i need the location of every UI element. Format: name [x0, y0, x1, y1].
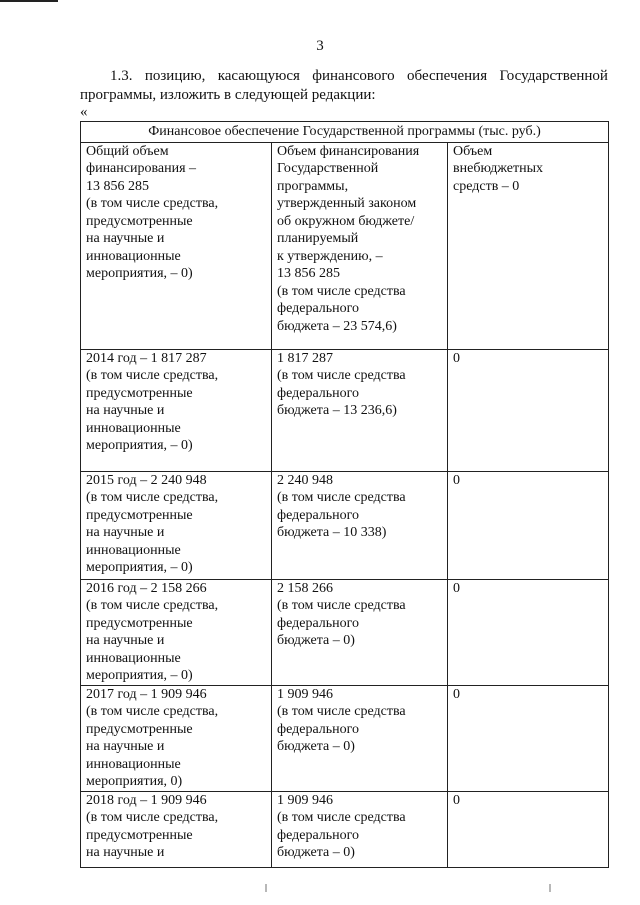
cell-text-line: (в том числе средства [277, 283, 406, 299]
cell-text-line: на научные и [86, 739, 165, 754]
cell-text-line: 0 [453, 350, 460, 366]
scan-mark [265, 884, 267, 892]
cell-text-line: 2018 год – 1 909 946 [86, 792, 207, 808]
intro-word: 1.3. [110, 68, 133, 84]
cell-text-line: бюджета – 10 338) [277, 525, 387, 540]
cell-text-line: предусмотренные [86, 721, 193, 737]
cell-text-line: (в том числе средства, [86, 810, 219, 825]
header-rule [0, 0, 58, 2]
cell-text-line: Государственной [277, 161, 379, 176]
cell-text-line: 1 817 287 [277, 350, 333, 366]
cell-text-line: федерального [277, 721, 360, 737]
cell-text-line: мероприятия, 0) [86, 774, 183, 789]
cell-text-line: Объем [453, 143, 493, 159]
cell-text-line: инновационные [86, 420, 181, 436]
amount-total-cell [81, 142, 272, 349]
program-budget-cell [272, 685, 448, 791]
opening-quote: « [80, 104, 88, 120]
cell-text-line: бюджета – 0) [277, 739, 355, 754]
cell-text-line: к утверждению, – [277, 248, 383, 264]
extrabudget-cell [448, 349, 609, 471]
financing-table [80, 121, 609, 868]
cell-text-line: федерального [277, 615, 360, 631]
cell-text-line: (в том числе средства, [86, 196, 219, 211]
amount-total-cell [81, 791, 272, 867]
cell-text-line: 2 158 266 [277, 580, 333, 596]
program-budget-cell [272, 471, 448, 579]
cell-text-line: (в том числе средства, [86, 490, 219, 505]
cell-text-line: федерального [277, 385, 360, 401]
scan-mark [549, 884, 551, 892]
table-title: Финансовое обеспечение Государственной программы (тыс. руб.) [81, 122, 609, 143]
intro-line-1 [80, 67, 608, 86]
extrabudget-cell [448, 685, 609, 791]
program-budget-cell [272, 349, 448, 471]
cell-text-line: инновационные [86, 542, 181, 558]
extrabudget-cell [448, 142, 609, 349]
cell-text-line: предусмотренные [86, 213, 193, 229]
table-row [81, 685, 609, 791]
amount-total-cell [81, 579, 272, 685]
program-budget-cell [272, 142, 448, 349]
cell-text-line: бюджета – 13 236,6) [277, 403, 397, 418]
page-number: 3 [316, 38, 324, 54]
table-row [81, 349, 609, 471]
cell-text-line: внебюджетных [453, 161, 544, 176]
cell-text-line: об окружном бюджете/ [277, 213, 415, 229]
cell-text-line: 13 856 285 [86, 178, 149, 194]
cell-text-line: предусмотренные [86, 615, 193, 631]
cell-text-line: 0 [453, 686, 460, 702]
cell-text-line: предусмотренные [86, 827, 193, 843]
cell-text-line: (в том числе средства, [86, 704, 219, 719]
intro-word: позицию, [144, 68, 206, 84]
cell-text-line: 1 909 946 [277, 792, 333, 808]
table-row [81, 471, 609, 579]
cell-text-line: планируемый [277, 231, 359, 246]
cell-text-line: 2017 год – 1 909 946 [86, 686, 207, 702]
cell-text-line: 2016 год – 2 158 266 [86, 580, 207, 596]
table-row [81, 579, 609, 685]
cell-text-line: утвержденный законом [277, 196, 417, 211]
cell-text-line: 0 [453, 472, 460, 488]
program-budget-cell [272, 579, 448, 685]
cell-text-line: (в том числе средства [277, 704, 406, 719]
cell-text-line: на научные и [86, 525, 165, 540]
amount-total-cell [81, 349, 272, 471]
cell-text-line: 2015 год – 2 240 948 [86, 472, 207, 488]
cell-text-line: на научные и [86, 231, 165, 246]
cell-text-line: мероприятия, – 0) [86, 266, 193, 281]
intro-word: касающуюся [217, 68, 300, 84]
cell-text-line: Объем финансирования [277, 143, 420, 159]
cell-text-line: предусмотренные [86, 507, 193, 523]
cell-text-line: мероприятия, – 0) [86, 438, 193, 453]
cell-text-line: федерального [277, 507, 360, 523]
cell-text-line: 13 856 285 [277, 266, 340, 281]
cell-text-line: 2 240 948 [277, 472, 333, 488]
extrabudget-cell [448, 471, 609, 579]
cell-text-line: инновационные [86, 248, 181, 264]
cell-text-line: 1 909 946 [277, 686, 333, 702]
extrabudget-cell [448, 791, 609, 867]
cell-text-line: предусмотренные [86, 385, 193, 401]
table-title-row [81, 122, 609, 143]
cell-text-line: 0 [453, 580, 460, 596]
cell-text-line: на научные и [86, 633, 165, 648]
cell-text-line: (в том числе средства, [86, 598, 219, 613]
program-budget-cell [272, 791, 448, 867]
cell-text-line: (в том числе средства [277, 598, 406, 613]
cell-text-line: (в том числе средства [277, 368, 406, 383]
table-row [81, 142, 609, 349]
cell-text-line: 2014 год – 1 817 287 [86, 350, 207, 366]
cell-text-line: 0 [453, 792, 460, 808]
cell-text-line: (в том числе средства, [86, 368, 219, 383]
cell-text-line: финансирования – [86, 161, 197, 176]
intro-paragraph [80, 67, 608, 105]
intro-word: Государственной [499, 68, 608, 84]
cell-text-line: на научные и [86, 403, 165, 418]
cell-text-line: программы, [277, 178, 349, 194]
cell-text-line: средств – 0 [453, 178, 520, 194]
intro-word: финансового [312, 68, 395, 84]
cell-text-line: федерального [277, 827, 360, 843]
cell-text-line: (в том числе средства [277, 490, 406, 505]
intro-word: обеспечения [407, 68, 488, 84]
cell-text-line: бюджета – 0) [277, 845, 355, 860]
amount-total-cell [81, 471, 272, 579]
amount-total-cell [81, 685, 272, 791]
cell-text-line: мероприятия, – 0) [86, 560, 193, 575]
cell-text-line: бюджета – 0) [277, 633, 355, 648]
cell-text-line: мероприятия, – 0) [86, 668, 193, 683]
table-row [81, 791, 609, 867]
extrabudget-cell [448, 579, 609, 685]
cell-text-line: инновационные [86, 650, 181, 666]
intro-line-2: программы, изложить в следующей редакции: [80, 87, 376, 103]
cell-text-line: федерального [277, 301, 360, 316]
cell-text-line: на научные и [86, 845, 165, 860]
cell-text-line: бюджета – 23 574,6) [277, 318, 397, 334]
cell-text-line: инновационные [86, 756, 181, 772]
cell-text-line: Общий объем [86, 143, 169, 159]
cell-text-line: (в том числе средства [277, 810, 406, 825]
